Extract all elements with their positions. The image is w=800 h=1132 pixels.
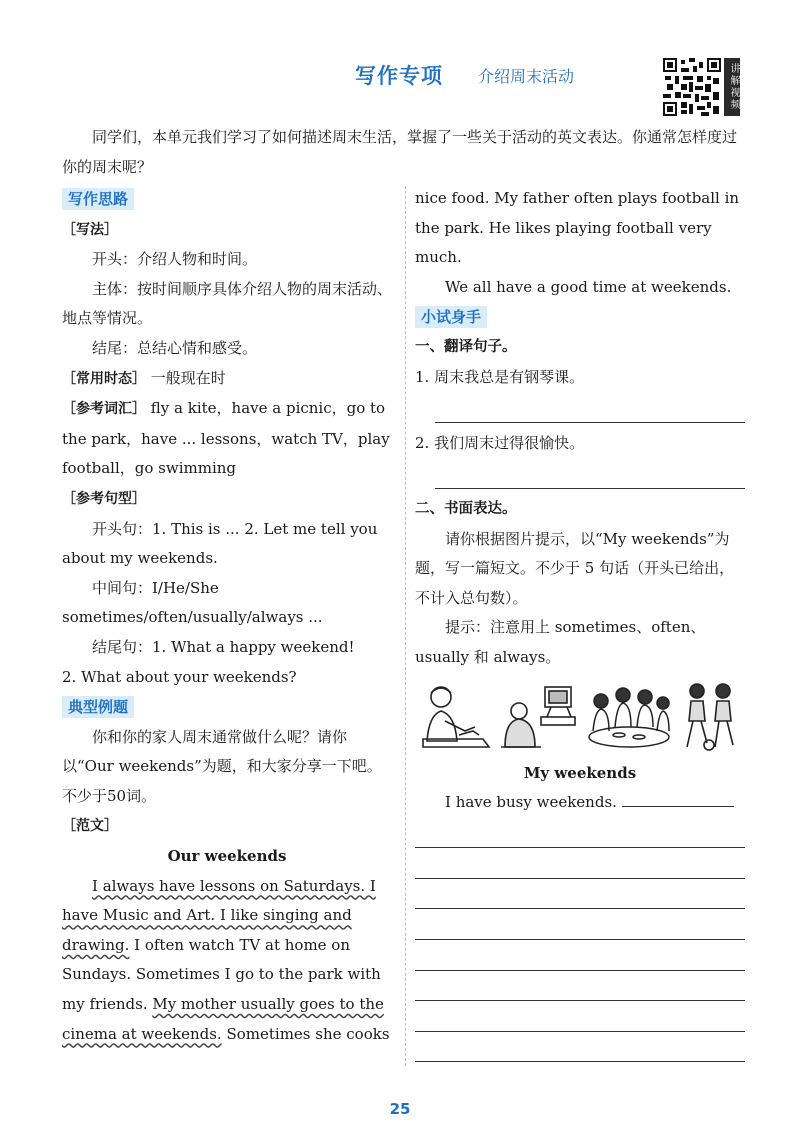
answer-line-1[interactable] <box>435 392 745 423</box>
writing-line[interactable] <box>415 879 745 910</box>
method-body: 主体：按时间顺序具体介绍人物的周末活动、地点等情况。 <box>62 279 393 328</box>
essay-text-2: Sometimes she cooks <box>221 1024 390 1043</box>
lesson-picture-icon <box>415 681 491 753</box>
essay-ending: We all have a good time at weekends. <box>445 277 732 296</box>
example-task: 你和你的家人周末通常做什么呢？请你以“Our weekends”为题，和大家分享一下吧。不少于50词。 <box>62 727 382 805</box>
model-label: ［范文］ <box>62 818 118 835</box>
page-number: 25 <box>389 1100 411 1118</box>
header-subtitle: 介绍周末活动 <box>478 67 575 86</box>
writing-line[interactable] <box>415 971 745 1002</box>
video-label[interactable]: 讲解视频 <box>724 58 740 116</box>
section-writing-ideas: 写作思路 <box>62 188 134 210</box>
right-column <box>415 184 745 1062</box>
question-2: 2. 我们周末过得很愉快。 <box>415 433 585 452</box>
vocab-value: fly a kite，have a picnic，go to the park，have ... lessons，watch TV，play football，go swimming <box>62 399 390 478</box>
writing-line[interactable] <box>415 940 745 971</box>
writing-line[interactable] <box>415 818 745 849</box>
writing-line[interactable] <box>415 1001 745 1032</box>
part-writing: 二、书面表达。 <box>415 500 517 517</box>
writing-fill-line[interactable] <box>622 788 734 807</box>
writing-line[interactable] <box>415 909 745 940</box>
writing-hint: 提示：注意用上 sometimes、often、usually 和 always。 <box>415 618 706 666</box>
writing-start <box>415 788 745 818</box>
left-column <box>62 184 392 1049</box>
sentence-ending-2: 2. What about your weekends? <box>62 667 297 686</box>
tense-label: ［常用时态］ <box>62 370 146 387</box>
section-practice: 小试身手 <box>415 306 487 328</box>
sentence-opening: 开头句：1. This is ... 2. Let me tell you about my weekends. <box>62 519 378 568</box>
intro-text: 同学们，本单元我们学习了如何描述周末生活，掌握了一些关于活动的英文表达。你通常怎样度过你的周末呢？ <box>62 128 738 176</box>
essay-underline-1: I always have lessons on Saturdays. I have Music and Art. I like singing and drawing. <box>62 876 376 954</box>
watch-tv-picture-icon <box>499 681 579 753</box>
football-picture-icon <box>677 681 743 753</box>
tense-value: 一般现在时 <box>150 368 226 387</box>
column-divider <box>405 186 406 1066</box>
answer-line-2[interactable] <box>435 458 745 489</box>
sentence-ending-1: 结尾句：1. What a happy weekend! <box>92 637 355 656</box>
writing-start-text: I have busy weekends. <box>445 793 617 812</box>
family-dinner-picture-icon <box>587 683 671 753</box>
writing-line[interactable] <box>415 848 745 879</box>
sentence-middle: 中间句：I/He/She sometimes/often/usually/always ... <box>62 578 323 627</box>
question-1: 1. 周末我总是有钢琴课。 <box>415 367 585 386</box>
method-ending: 结尾：总结心情和感受。 <box>92 338 258 357</box>
sentence-label: ［参考句型］ <box>62 490 146 507</box>
essay-title: Our weekends <box>167 847 287 866</box>
qr-code-icon[interactable] <box>663 58 721 116</box>
part-translate: 一、翻译句子。 <box>415 338 517 355</box>
vocab-label: ［参考词汇］ <box>62 401 146 418</box>
section-typical-example: 典型例题 <box>62 696 134 718</box>
essay-underline-2: My mother usually goes to the cinema at weekends. <box>62 995 384 1043</box>
method-opening: 开头：介绍人物和时间。 <box>92 250 258 269</box>
writing-task: 请你根据图片提示，以“My weekends”为题，写一篇短文。不少于 5 句话（开头已给出，不计入总句数）。 <box>415 529 735 607</box>
header-title: 写作专项 <box>355 64 443 88</box>
essay-paragraph <box>62 872 392 1050</box>
picture-prompts <box>415 681 745 755</box>
writing-line[interactable] <box>415 1032 745 1063</box>
essay-continued: nice food. My father often plays football in the park. He likes playing football very much. <box>415 189 740 267</box>
method-label: ［写法］ <box>62 221 118 238</box>
writing-title: My weekends <box>523 763 637 782</box>
essay-text-1: I often watch TV at home on Sundays. Sometimes I go to the park with my friends. <box>62 935 381 1014</box>
